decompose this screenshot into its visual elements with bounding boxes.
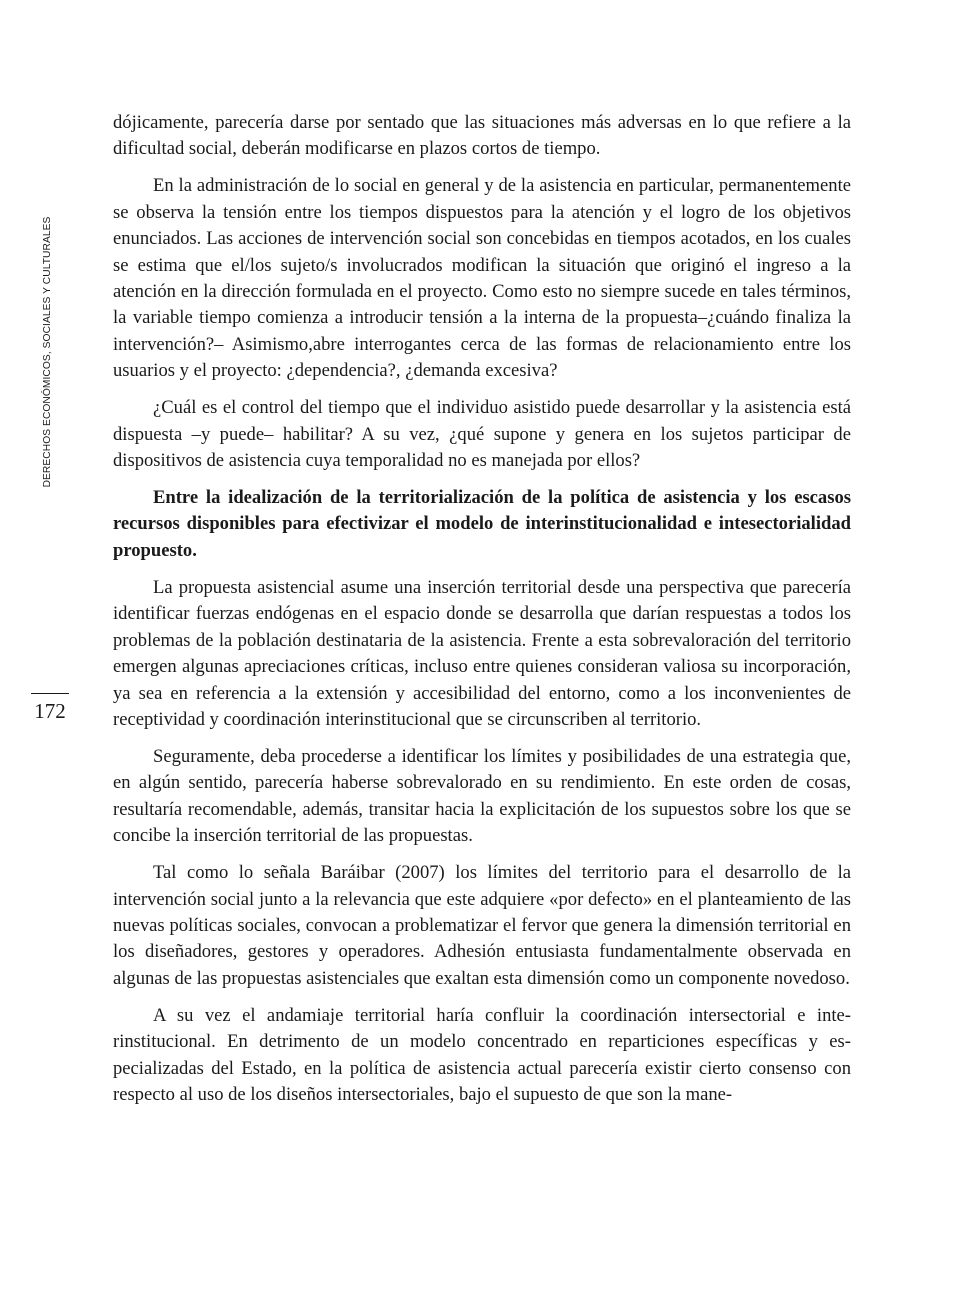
paragraph-continuation: dójicamente, parecería darse por sentado que las situaciones más adversas en lo que refiere a la dificultad social, deberán modificarse en plazos cortos de tiempo. — [113, 112, 851, 160]
body-text — [113, 110, 851, 1108]
paragraph: A su vez el andamiaje territorial haría confluir la coordinación intersectorial e interinstitucional. En detrimento de un modelo concentrado en reparticiones específicas y especializadas del Estado, en la política de asistencia actual parecería existir cierto consenso con respecto al uso de los diseños intersectoriales, bajo el supuesto de que son la mane- — [113, 1004, 851, 1105]
paragraph: Tal como lo señala Baráibar (2007) los límites del territorio para el desarrollo de la intervención social junto a la relevancia que este adquiere «por defecto» en el planteamiento de las nuevas políticas sociales, convocan a problematizar el fervor que genera la dimensión territorial en los diseñadores, gestores y operadores. Adhesión entusiasta fundamentalmente observada en algunas de las propuestas asistenciales que exaltan esta dimensión como un componente novedoso. — [113, 862, 851, 989]
running-title: DERECHOS ECONÓMICOS, SOCIALES Y CULTURALES — [42, 216, 53, 488]
paragraph: En la administración de lo social en general y de la asistencia en particular, permanentemente se observa la tensión entre los tiempos dispuestos para la atención y el logro de los objetivos enunciados. Las acciones de intervención social son concebidas en tiempos acotados, en los cuales se estima que el/los sujeto/s involucrados modifican la situación que originó el ingreso a la atención en la dirección formulada en el proyecto. Como esto no siempre sucede en tales términos, la variable tiempo comienza a introducir tensión a la interna de la propuesta–¿cuándo finaliza la intervención?– Asimismo,abre interrogantes cerca de las formas de relacionamiento entre los usuarios y el proyecto: ¿dependencia?, ¿demanda excesiva? — [113, 175, 851, 382]
section-heading: Entre la idealización de la territorialización de la política de asistencia y los escasos recursos disponibles para efectivizar el modelo de interinstitucionalidad e intesectorialidad propuesto. — [113, 487, 851, 561]
page-number-rule — [31, 693, 69, 694]
page-number: 172 — [34, 699, 66, 723]
paragraph: La propuesta asistencial asume una inserción territorial desde una perspectiva que parecería identificar fuerzas endógenas en el espacio donde se desarrolla que darían respuestas a todos los problemas de la población destinataria de la asistencia. Frente a esta sobrevaloración del territorio emergen algunas apreciaciones críticas, incluso entre quienes consideran valiosa su incorporación, ya sea en referencia a la extensión y accesibilidad del entorno, como a los inconvenientes de receptividad y coordinación interinstitucional que se circunscriben al territorio. — [113, 576, 851, 730]
paragraph: ¿Cuál es el control del tiempo que el individuo asistido puede desarrollar y la asistencia está dispuesta –y puede– habilitar? A su vez, ¿qué supone y genera en los sujetos participar de dispositivos de asistencia cuya temporalidad no es manejada por ellos? — [113, 397, 851, 472]
paragraph: Seguramente, deba procederse a identificar los límites y posibilidades de una estrategia que, en algún sentido, parecería haberse sobrevalorado en su rendimiento. En este orden de cosas, resultaría recomendable, además, transitar hacia la explicitación de los supuestos sobre los que se concibe la inserción territorial de las propuestas. — [113, 745, 851, 847]
